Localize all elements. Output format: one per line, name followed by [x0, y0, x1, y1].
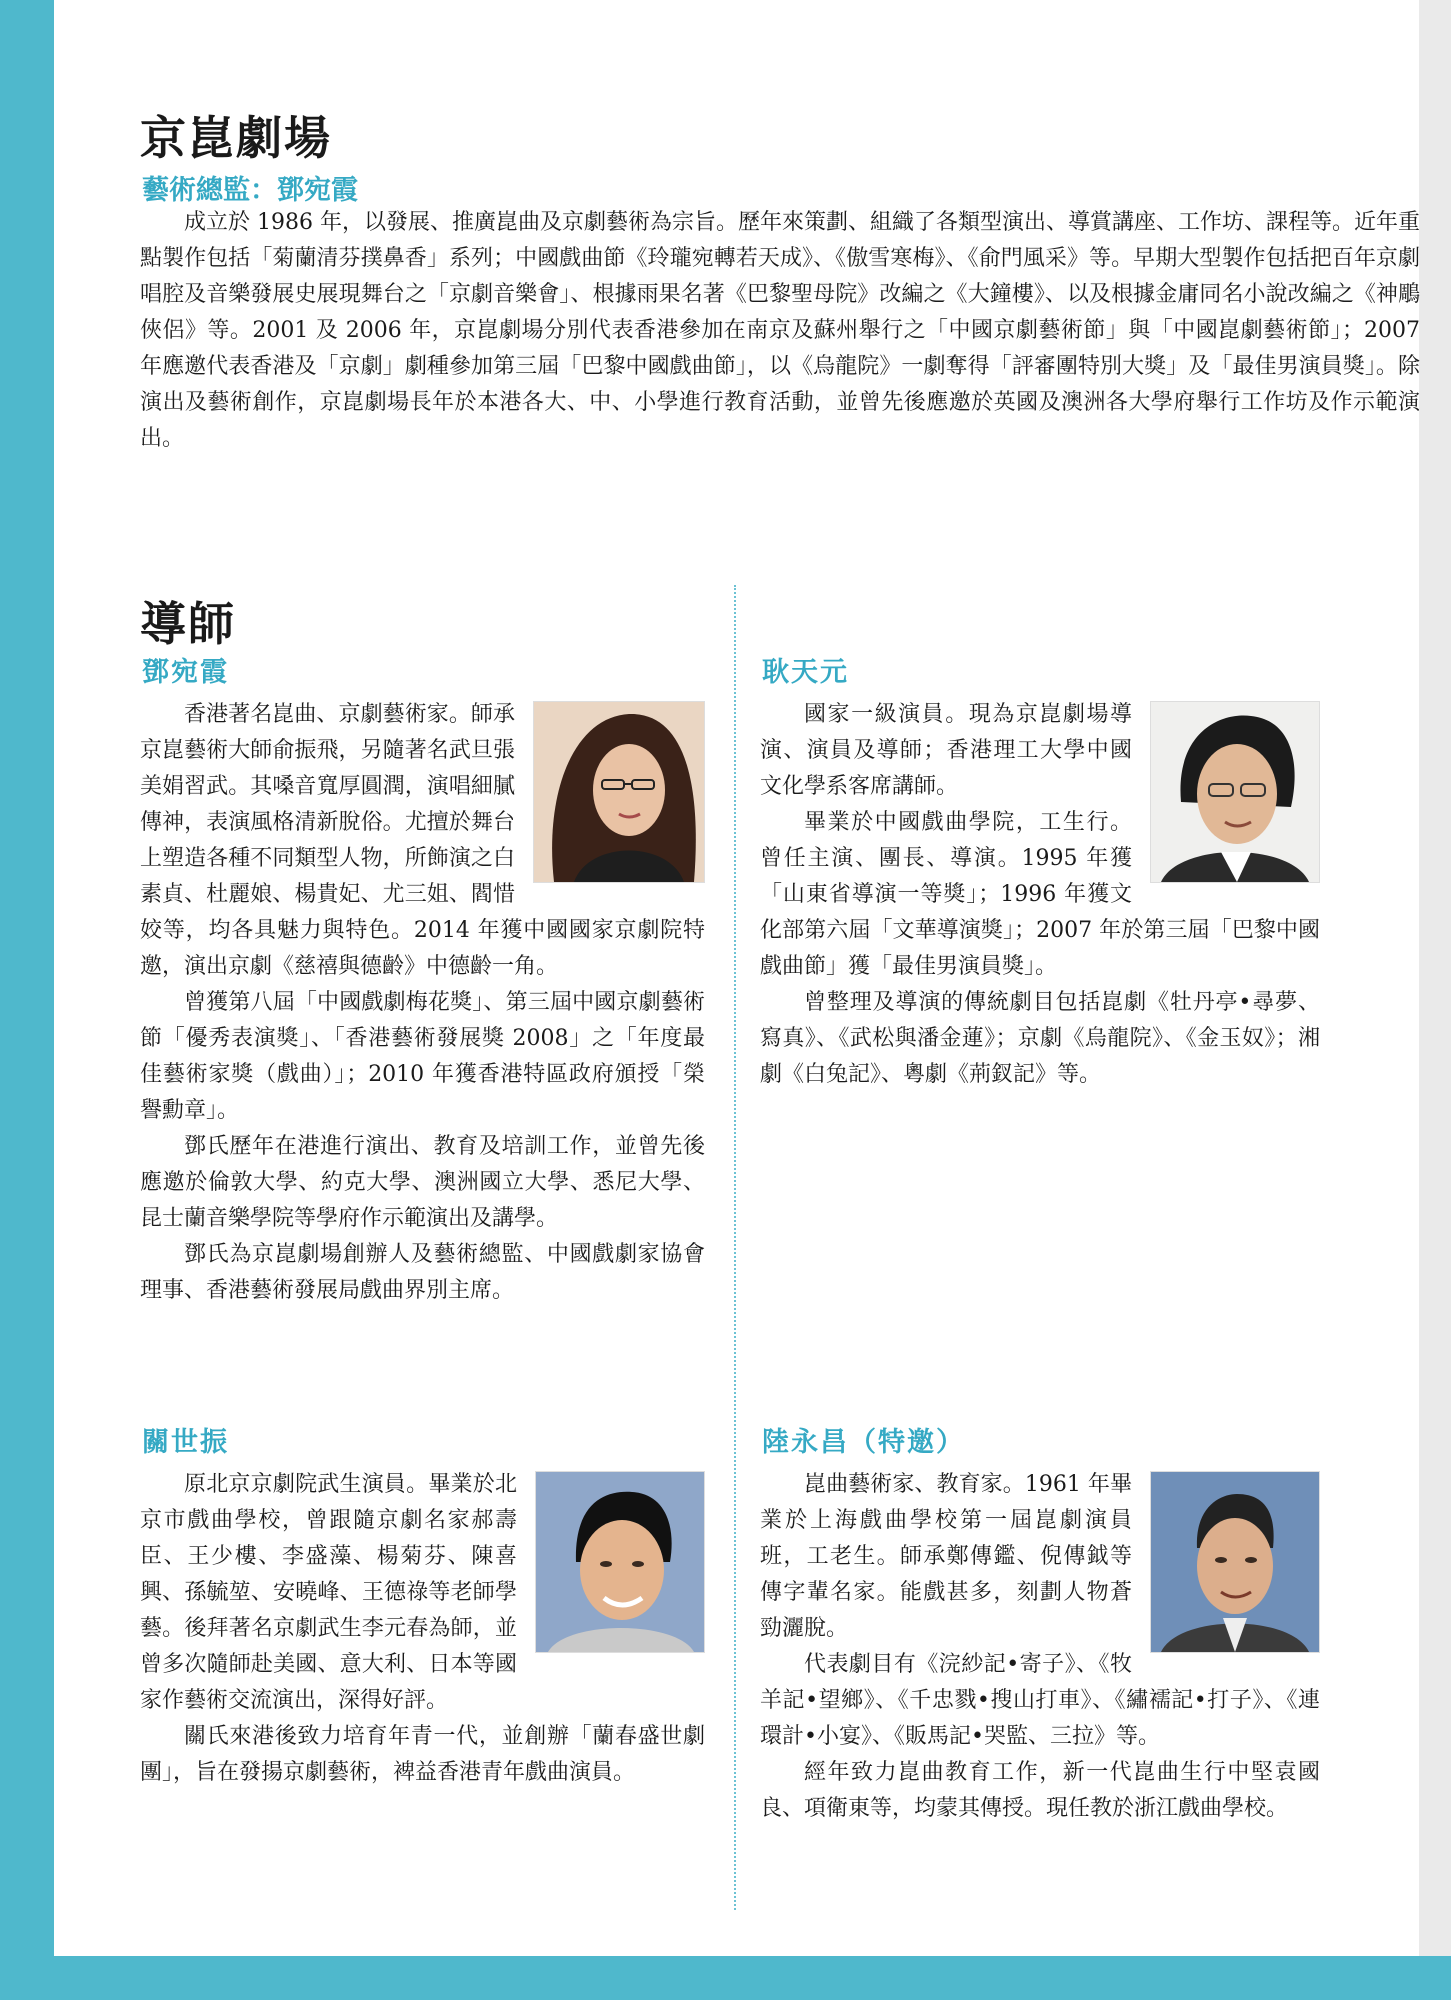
bio-paragraph: 鄧氏歷年在港進行演出、教育及培訓工作，並曾先後應邀於倫敦大學、約克大學、澳洲國立大學、悉尼大學、昆士蘭音樂學院等學府作示範演出及講學。 [140, 1134, 705, 1231]
column-divider [734, 585, 736, 1910]
portrait-photo [533, 701, 705, 883]
org-intro-paragraph: 成立於 1986 年，以發展、推廣崑曲及京劇藝術為宗旨。歷年來策劃、組織了各類型演出、導賞講座、工作坊、課程等。近年重點製作包括「菊蘭清芬撲鼻香」系列；中國戲曲節《玲瓏宛轉若天成》、《傲雪寒梅》、《俞門風采》等。早期大型製作包括把百年京劇唱腔及音樂發展史展現舞台之「京劇音樂會」、根據雨果名著《巴黎聖母院》改編之《大鐘樓》、以及根據金庸同名小說改編之《神鵰俠侶》等。2001 及 2006 年，京崑劇場分別代表香港參加在南京及蘇州舉行之「中國京劇藝術節」與「中國崑劇藝術節」；2007 年應邀代表香港及「京劇」劇種參加第三屆「巴黎中國戲曲節」，以《烏龍院》一劇奪得「評審團特別大獎」及「最佳男演員獎」。除演出及藝術創作，京崑劇場長年於本港各大、中、小學進行教育活動，並曾先後應邀於英國及澳洲各大學府舉行工作坊及作示範演出。 [140, 210, 1420, 451]
tutor-name: 鄧宛霞 [142, 657, 229, 688]
portrait-photo [1150, 1471, 1320, 1653]
bio-paragraph: 香港著名崑曲、京劇藝術家。師承京崑藝術大師俞振飛，另隨著名武旦張美娟習武。其嗓音寬厚圓潤，演唱細膩傳神，表演風格清新脫俗。尤擅於舞台上塑造各種不同類型人物，所飾演之白素貞、杜麗娘、楊貴妃、尤三姐、閻惜姣等，均各具魅力與特色。2014 年獲中國國家京劇院特邀，演出京劇《慈禧與德齡》中德齡一角。 [140, 702, 705, 979]
portrait-photo [1150, 701, 1320, 883]
tutor-name: 陸永昌（特邀） [762, 1427, 965, 1458]
bottom-accent-stripe [0, 1956, 1451, 2000]
artistic-director-line: 藝術總監：鄧宛霞 [142, 175, 358, 206]
bio-deng [140, 650, 705, 1309]
bio-guan [140, 1420, 705, 1791]
left-accent-stripe [0, 0, 54, 2000]
bio-paragraph: 畢業於中國戲曲學院，工生行。曾任主演、團長、導演。1995 年獲「山東省導演一等獎」；1996 年獲文化部第六屆「文華導演獎」；2007 年於第三屆「巴黎中國戲曲節」獲「最佳男演員獎」。 [760, 810, 1320, 979]
page-edge-shadow [1419, 0, 1451, 2000]
bio-paragraph: 代表劇目有《浣紗記•寄子》、《牧羊記•望鄉》、《千忠戮•搜山打車》、《繡襦記•打子》、《連環計•小宴》、《販馬記•哭監、三拉》等。 [760, 1652, 1320, 1749]
bio-paragraph: 崑曲藝術家、教育家。1961 年畢業於上海戲曲學校第一屆崑劇演員班，工老生。師承鄭傳鑑、倪傳鉞等傳字輩名家。能戲甚多，刻劃人物蒼勁灑脫。 [760, 1472, 1132, 1641]
bio-lu [760, 1420, 1320, 1827]
bio-paragraph: 原北京京劇院武生演員。畢業於北京市戲曲學校，曾跟隨京劇名家郝壽臣、王少樓、李盛藻、楊菊芬、陳喜興、孫毓堃、安曉峰、王德祿等老師學藝。後拜著名京劇武生李元春為師，並曾多次隨師赴美國、意大利、日本等國家作藝術交流演出，深得好評。 [140, 1472, 517, 1713]
org-title: 京崑劇場 [140, 111, 332, 165]
bio-paragraph: 經年致力崑曲教育工作，新一代崑曲生行中堅袁國良、項衛東等，均蒙其傳授。現任教於浙江戲曲學校。 [760, 1760, 1320, 1821]
tutors-heading: 導師 [140, 597, 236, 651]
portrait-photo [535, 1471, 705, 1653]
tutor-name: 耿天元 [762, 657, 849, 688]
bio-paragraph: 國家一級演員。現為京崑劇場導演、演員及導師；香港理工大學中國文化學系客席講師。 [760, 702, 1132, 799]
bio-paragraph: 曾整理及導演的傳統劇目包括崑劇《牡丹亭•尋夢、寫真》、《武松與潘金蓮》；京劇《烏龍院》、《金玉奴》；湘劇《白兔記》、粵劇《荊釵記》等。 [760, 990, 1320, 1087]
tutor-name: 關世振 [142, 1427, 229, 1458]
bio-paragraph: 曾獲第八屆「中國戲劇梅花獎」、第三屆中國京劇藝術節「優秀表演獎」、「香港藝術發展獎 2008」之「年度最佳藝術家獎（戲曲）」；2010 年獲香港特區政府頒授「榮譽勳章」。 [140, 990, 705, 1123]
brochure-page [54, 0, 1419, 1956]
bio-paragraph: 鄧氏為京崑劇場創辦人及藝術總監、中國戲劇家協會理事、香港藝術發展局戲曲界別主席。 [140, 1242, 705, 1303]
bio-geng [760, 650, 1320, 1093]
bio-paragraph: 關氏來港後致力培育年青一代，並創辦「蘭春盛世劇團」，旨在發揚京劇藝術，裨益香港青年戲曲演員。 [140, 1724, 705, 1785]
